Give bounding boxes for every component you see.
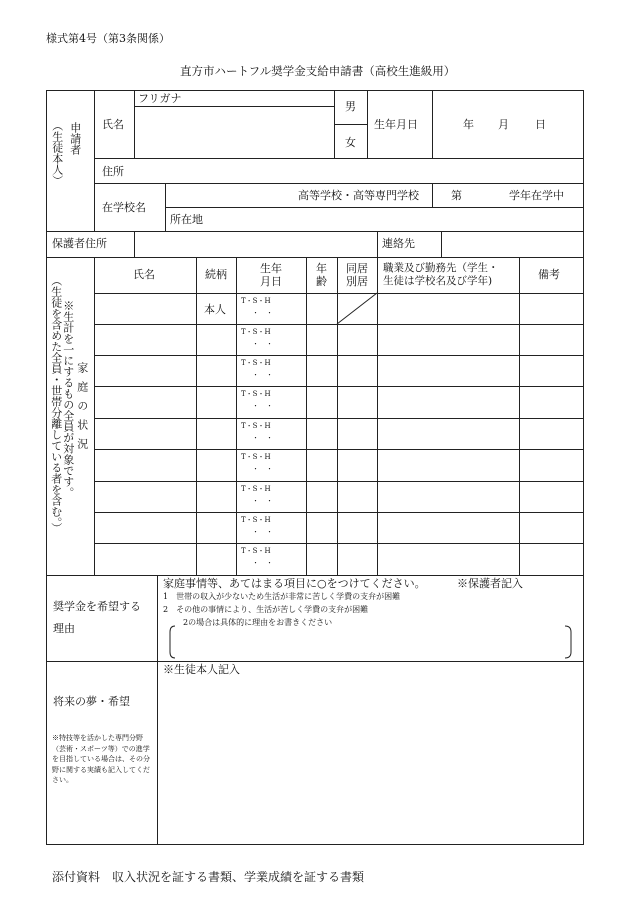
col-birth-2: 月日 (260, 275, 282, 288)
col-cohab-2: 別居 (346, 275, 368, 288)
reason-item-2-note: 2の場合は具体的に理由をお書きください (183, 618, 333, 627)
reason-label-1: 奨学金を希望する (53, 600, 141, 613)
era-dots: ・ ・ (252, 402, 273, 410)
school-label: 在学校名 (102, 201, 146, 214)
era-dots: ・ ・ (252, 465, 273, 473)
dream-note: ※特技等を活かした専門分野（芸術・スポーツ等）での進学を目指している場合は、その分野に関する実績も記入してください。 (52, 734, 150, 784)
location-label: 所在地 (170, 213, 203, 226)
era-dots: ・ ・ (252, 497, 273, 505)
form-number: 様式第4号（第3条関係） (46, 32, 170, 45)
guardian-address-label: 保護者住所 (52, 237, 107, 250)
family-note-1: （生徒を含めた全員・世帯分離している者を含む。） (49, 275, 63, 534)
reason-label-2: 理由 (53, 622, 75, 635)
era-dots: ・ ・ (252, 528, 273, 536)
reason-item-1[interactable]: 1 世帯の収入が少ないため生活が非常に苦しく学費の支弁が困難 (163, 592, 401, 601)
era-label[interactable]: T・S・H (241, 547, 271, 555)
year-label: 年 (463, 118, 474, 131)
school-type-label: 高等学校・高等専門学校 (298, 189, 419, 202)
era-label[interactable]: T・S・H (241, 390, 271, 398)
col-relation: 続柄 (205, 268, 227, 281)
reason-instruction: 家庭事情等、あてはまる項目に○をつけてください。 (163, 577, 426, 590)
address-label: 住所 (102, 165, 124, 178)
col-job-2: 生徒は学校名及び学年) (383, 275, 493, 287)
address-field[interactable] (135, 160, 581, 182)
era-dots: ・ ・ (252, 559, 273, 567)
dream-student-note: ※生徒本人記入 (163, 663, 240, 676)
attachments-line: 添付資料 収入状況を証する書類、学業成績を証する書類 (52, 870, 365, 884)
birthdate-label: 生年月日 (374, 118, 418, 131)
reason-text-field[interactable] (176, 628, 564, 656)
month-label: 月 (498, 118, 509, 131)
reason-guardian-note: ※保護者記入 (457, 577, 523, 590)
dream-text-field[interactable] (160, 678, 580, 840)
col-name: 氏名 (133, 268, 155, 281)
grade-prefix: 第 (451, 189, 462, 202)
era-label[interactable]: T・S・H (241, 359, 271, 367)
female-option[interactable]: 女 (345, 136, 356, 149)
furigana-label: フリガナ (138, 92, 182, 105)
era-label[interactable]: T・S・H (241, 422, 271, 430)
era-label[interactable]: T・S・H (241, 297, 271, 305)
col-age-1: 年 (316, 262, 327, 275)
contact-label: 連絡先 (382, 237, 415, 250)
col-age-2: 齢 (316, 275, 327, 288)
col-birth-1: 生年 (260, 262, 282, 275)
col-cohab-1: 同居 (346, 262, 368, 275)
day-label: 日 (535, 118, 546, 131)
dream-label: 将来の夢・希望 (53, 695, 130, 708)
family-section-label: 家庭の状況 (75, 362, 89, 457)
era-dots: ・ ・ (252, 434, 273, 442)
grade-suffix: 学年在学中 (509, 189, 564, 202)
applicant-label: 申請者 (68, 122, 82, 155)
reason-item-2[interactable]: 2 その他の事情により、生活が苦しく学費の支弁が困難 (163, 605, 369, 614)
male-option[interactable]: 男 (345, 100, 356, 113)
col-job-1: 職業及び勤務先（学生・ (383, 262, 499, 274)
form-title: 直方市ハートフル奨学金支給申請書（高校生進級用） (180, 64, 456, 78)
first-relation: 本人 (204, 303, 226, 316)
era-label[interactable]: T・S・H (241, 328, 271, 336)
col-remarks: 備考 (538, 268, 560, 281)
era-label[interactable]: T・S・H (241, 516, 271, 524)
era-label[interactable]: T・S・H (241, 485, 271, 493)
applicant-sublabel: （生徒本人） (50, 120, 64, 186)
name-label: 氏名 (102, 118, 124, 131)
era-dots: ・ ・ (252, 371, 273, 379)
era-label[interactable]: T・S・H (241, 453, 271, 461)
era-dots: ・ ・ (252, 340, 273, 348)
family-note-2: ※生計を一にするもの全員が対象です。 (61, 300, 75, 498)
era-dots: ・ ・ (252, 309, 273, 317)
